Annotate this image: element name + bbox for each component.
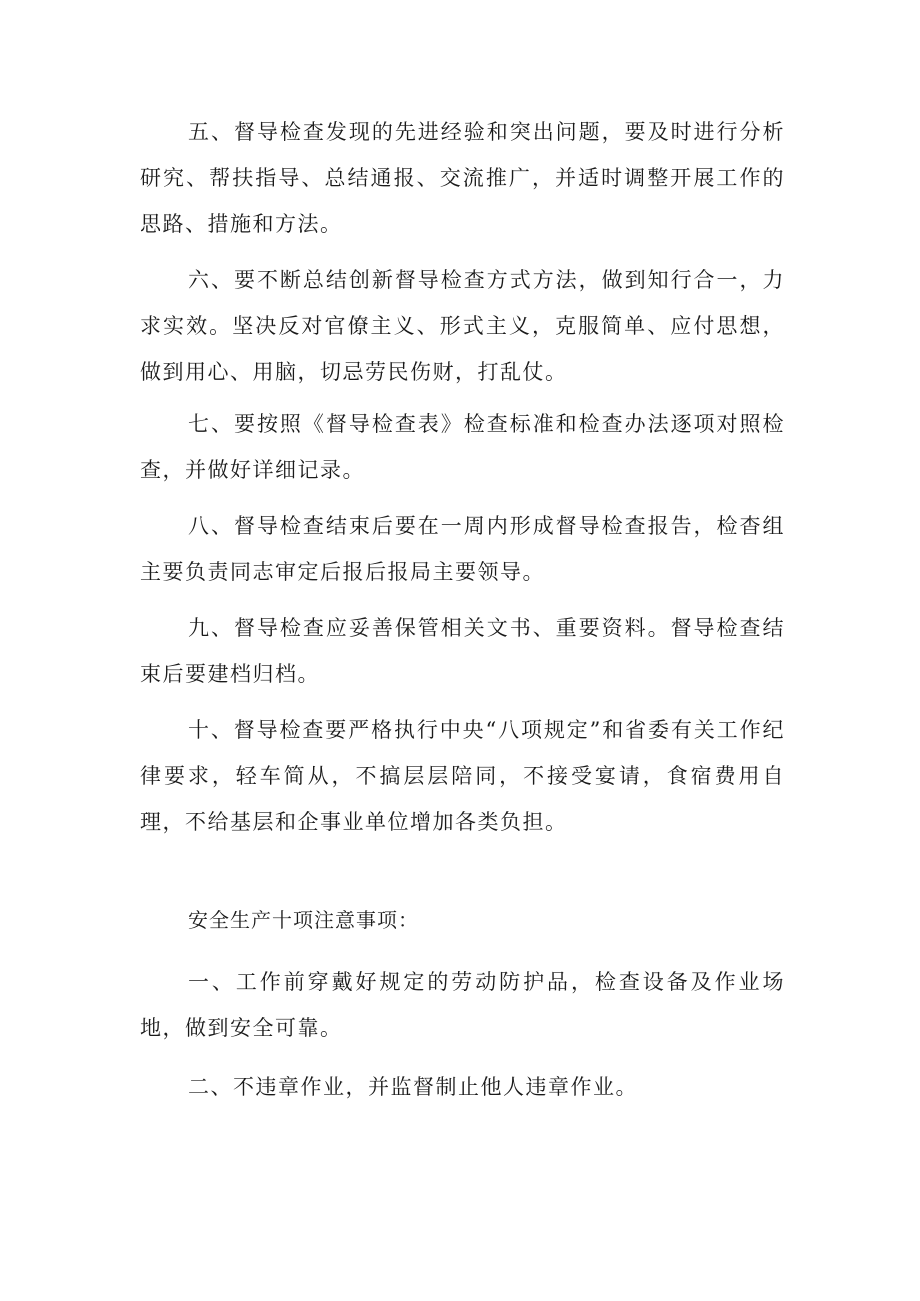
paragraph-6: 六、要不断总结创新督导检查方式方法，做到知行合一，力求实效。坚决反对官僚主义、形式主义，克服简单、应付思想，做到用心、用脑，切忌劳民伤财，打乱仗。: [140, 268, 785, 384]
paragraph-8: 八、督导检查结束后要在一周内形成督导检查报告，检杳组主要负责同志审定后报后报局主要领导。: [140, 514, 785, 584]
safety-item-2: 二、不违章作业，并监督制止他人违章作业。: [188, 1075, 638, 1099]
safety-item-1: 一、工作前穿戴好规定的劳动防护品，检查设备及作业场地，做到安全可靠。: [140, 970, 785, 1040]
paragraph-7: 七、要按照《督导检查表》检查标准和检查办法逐项对照检查，并做好详细记录。: [140, 412, 785, 482]
paragraph-9: 九、督导检查应妥善保管相关文书、重要资料。督导检查结束后要建档归档。: [140, 616, 785, 686]
paragraph-5: 五、督导检查发现的先进经验和突出问题，要及时进行分析研究、帮扶指导、总结通报、交流推广，并适时调整开展工作的思路、措施和方法。: [140, 120, 785, 236]
paragraph-10: 十、督导检查要严格执行中央“八项规定”和省委有关工作纪律要求，轻车简从，不搞层层陪同，不接受宴请，食宿费用自理，不给基层和企事业单位增加各类负担。: [140, 718, 785, 834]
safety-heading: 安全生产十项注意事项：: [188, 908, 419, 932]
